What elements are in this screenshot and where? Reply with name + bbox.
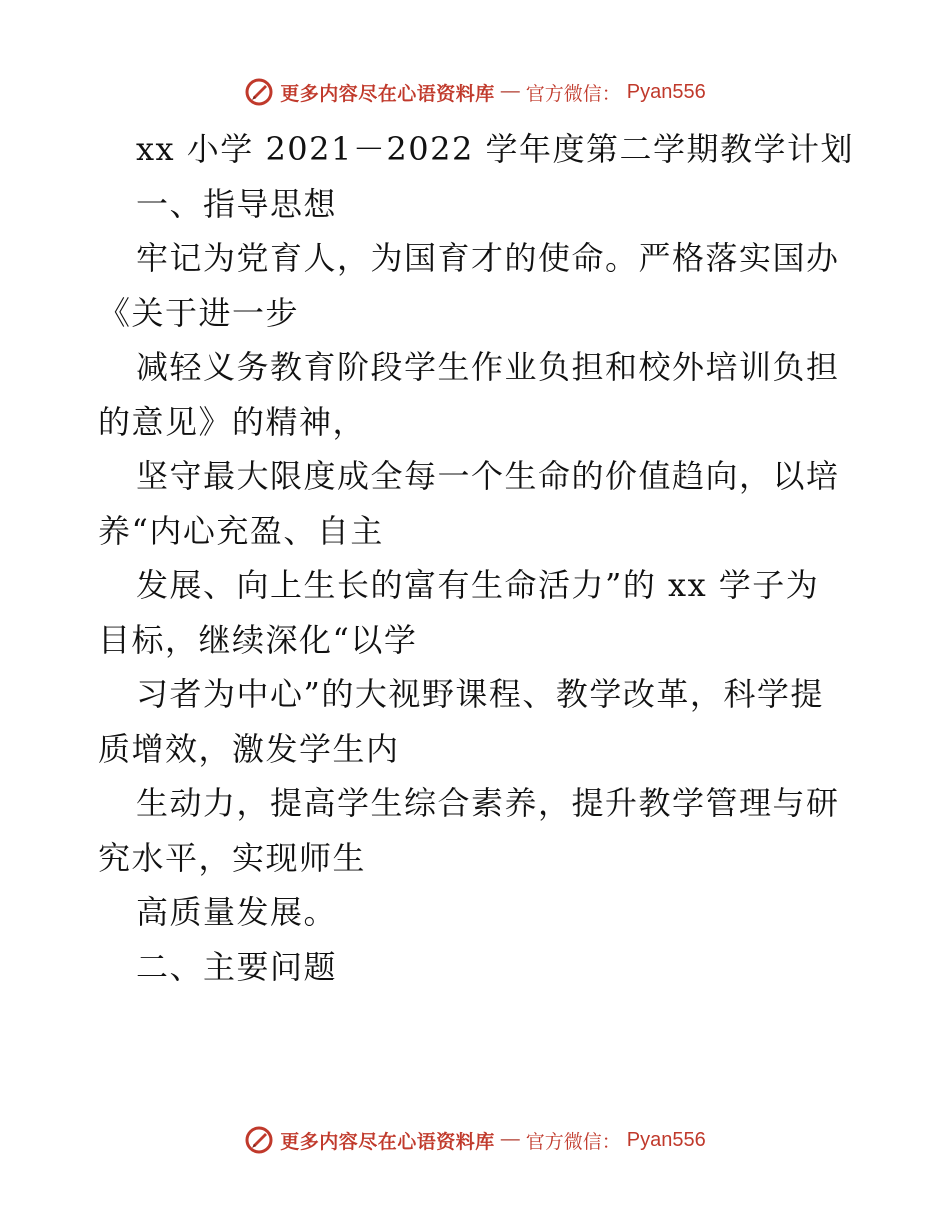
document-line: 二、主要问题 — [136, 947, 338, 986]
document-line: 的意见》的精神， — [98, 402, 367, 441]
document-line: xx 小学 2021－2022 学年度第二学期教学计划 — [136, 130, 854, 168]
document-line: 生动力，提高学生综合素养，提升教学管理与研 — [136, 784, 840, 822]
document-body — [98, 122, 878, 994]
banner-official-label: 官方微信： — [525, 82, 621, 105]
banner-separator: — — [500, 81, 520, 102]
footer-banner — [0, 1120, 950, 1160]
banner-separator: — — [500, 1129, 520, 1150]
document-line: 习者为中心”的大视野课程、教学改革，科学提 — [136, 675, 824, 713]
document-line: 养“内心充盈、自主 — [98, 511, 384, 550]
brand-logo-icon — [244, 1125, 274, 1155]
banner-brand-text: 更多内容尽在心语资料库 — [280, 82, 495, 105]
document-line: 质增效，激发学生内 — [98, 729, 400, 768]
brand-logo-icon — [244, 77, 274, 107]
banner-wechat-id: Pyan556 — [626, 80, 706, 103]
document-line: 发展、向上生长的富有生命活力”的 xx 学子为 — [136, 566, 820, 604]
document-line: 减轻义务教育阶段学生作业负担和校外培训负担 — [136, 348, 840, 386]
banner-official-label: 官方微信： — [525, 1130, 621, 1153]
document-line: 牢记为党育人，为国育才的使命。严格落实国办 — [136, 239, 840, 277]
document-line: 《关于进一步 — [98, 293, 300, 332]
banner-brand-text: 更多内容尽在心语资料库 — [280, 1130, 495, 1153]
header-banner — [0, 72, 950, 112]
document-line: 一、指导思想 — [136, 184, 338, 223]
document-line: 高质量发展。 — [136, 893, 338, 931]
banner-wechat-id: Pyan556 — [626, 1128, 706, 1151]
document-line: 目标，继续深化“以学 — [98, 620, 418, 659]
document-line: 究水平，实现师生 — [98, 838, 367, 877]
document-line: 坚守最大限度成全每一个生命的价值趋向，以培 — [136, 457, 840, 495]
